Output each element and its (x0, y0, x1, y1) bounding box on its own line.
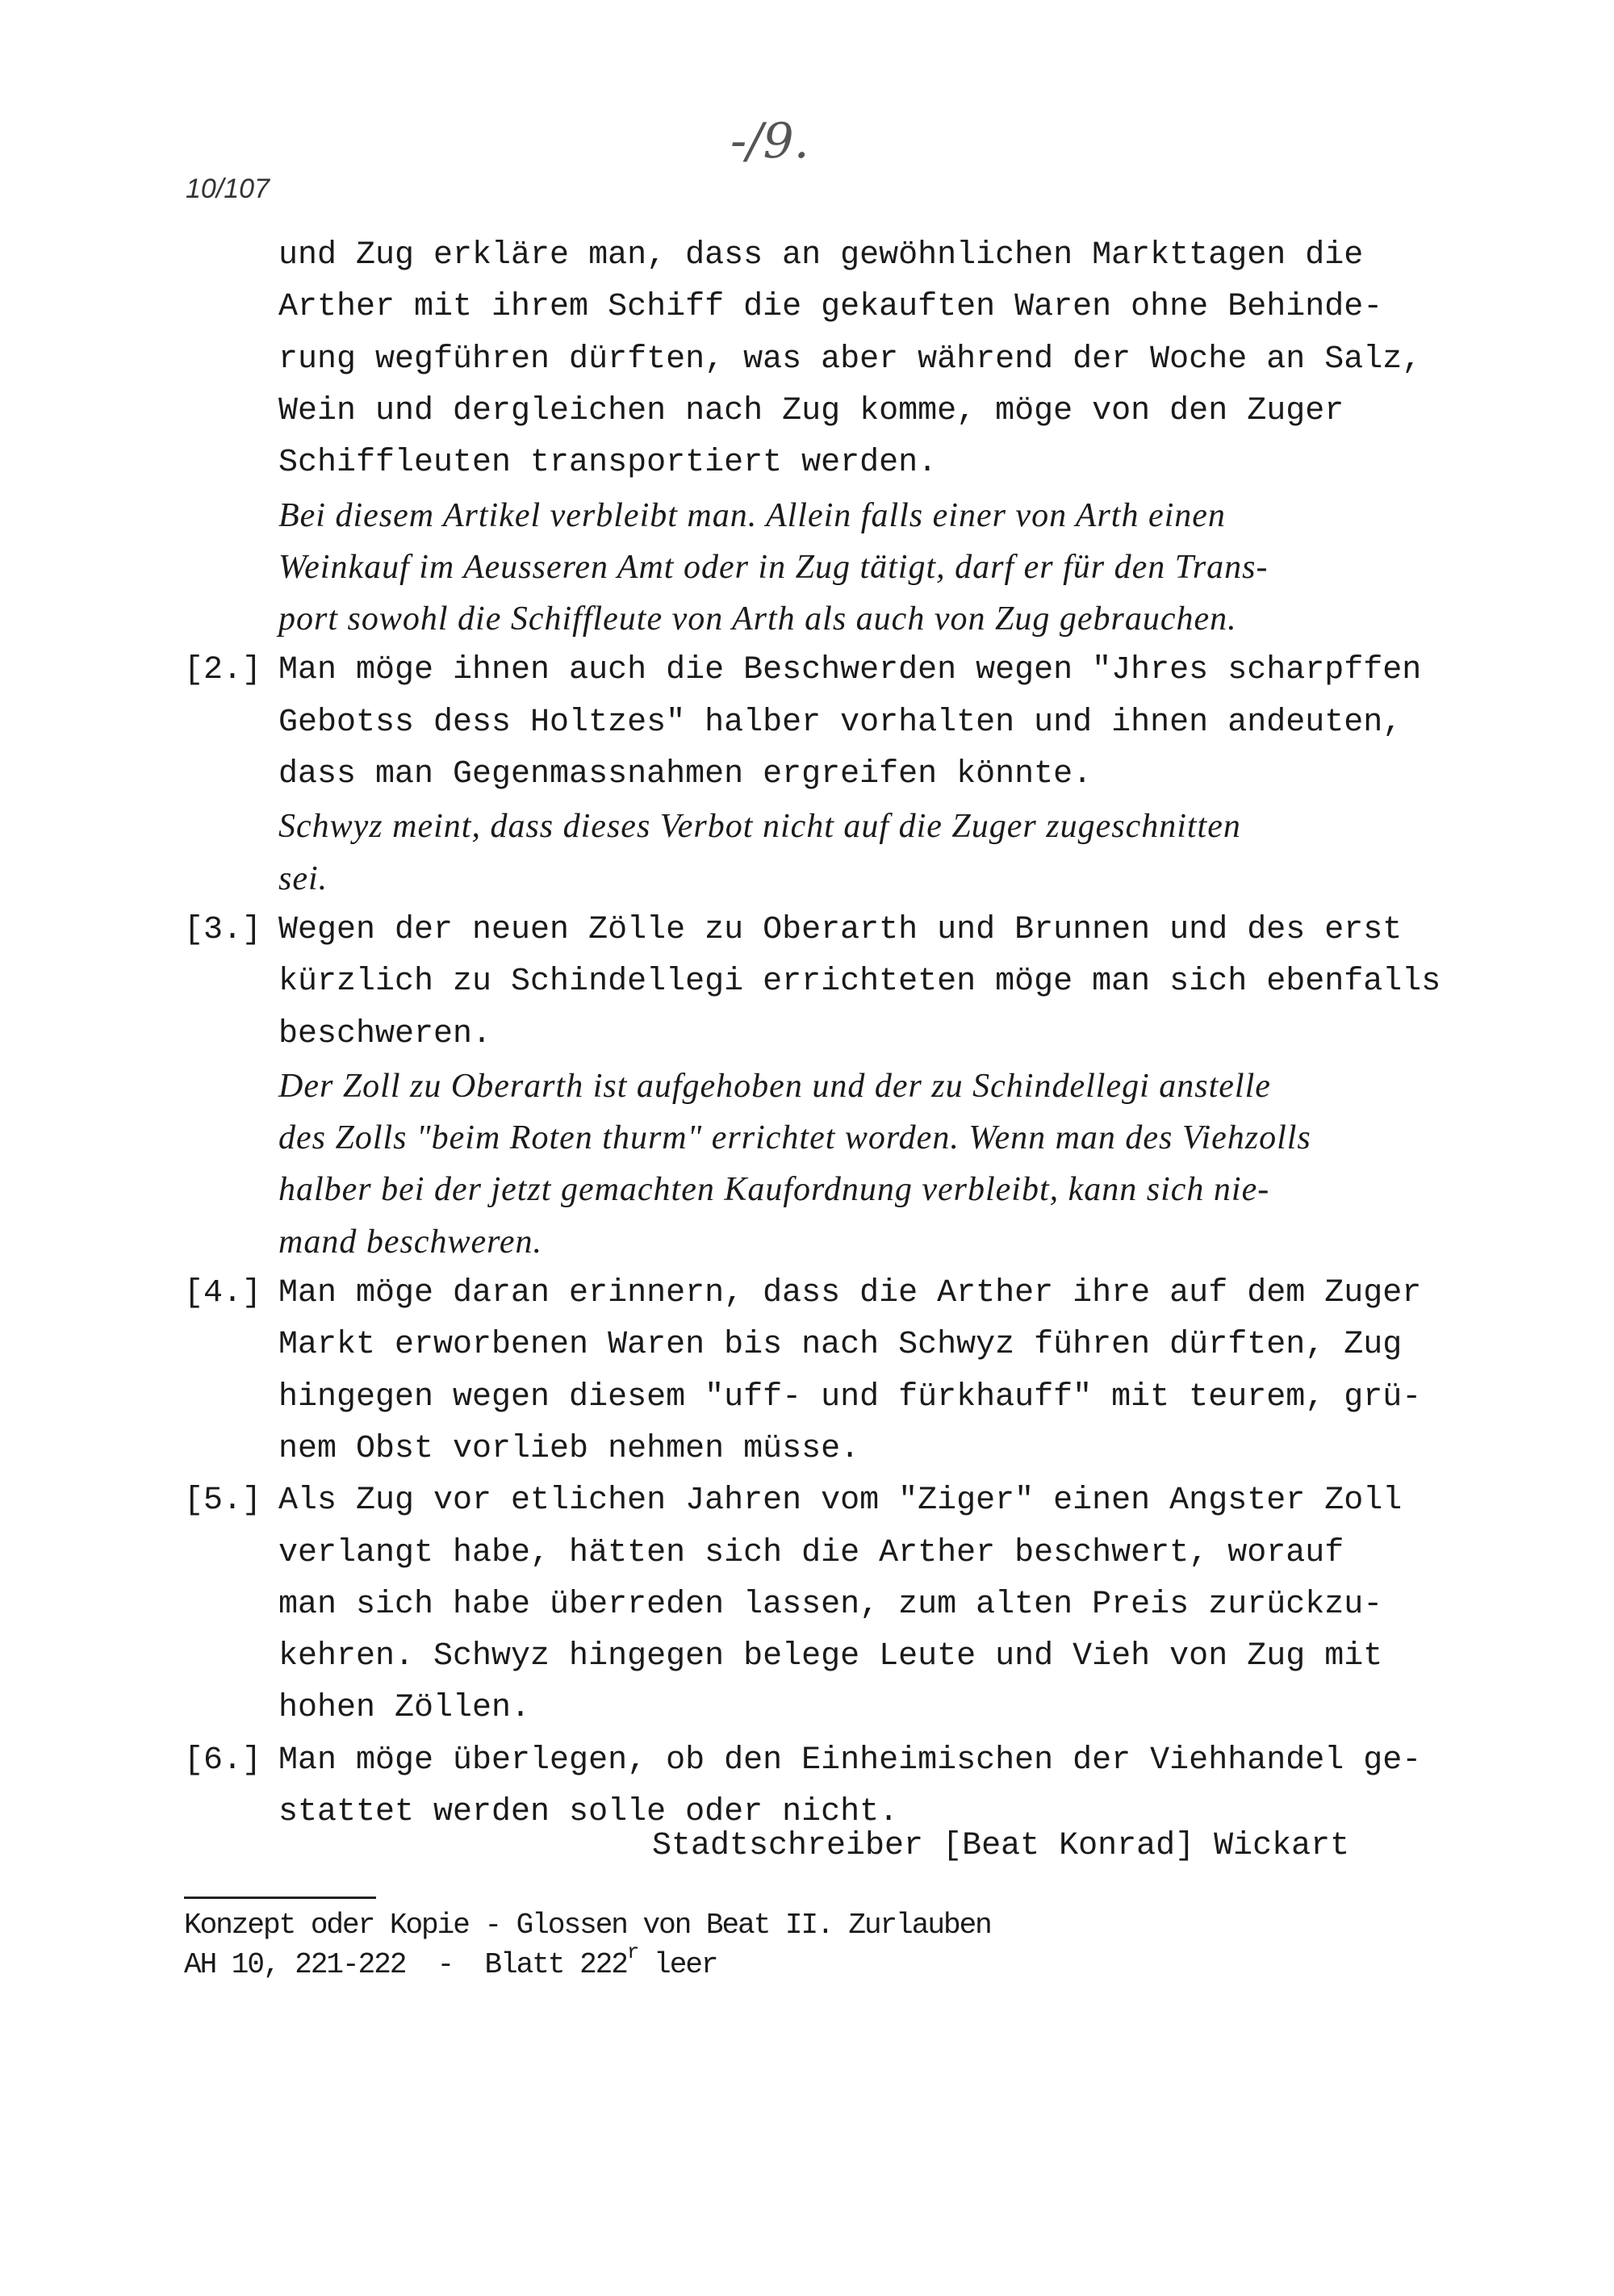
footnote-source: AH 10, 221-222 - Blatt 222 (184, 1948, 627, 1981)
text-line: Man möge überlegen, ob den Einheimischen der Viehhandel ge- (278, 1742, 1422, 1779)
footnote-line-2 (184, 1940, 717, 1981)
gloss-line: Schwyz meint, dass dieses Verbot nicht auf die Zuger zugeschnitten (278, 808, 1241, 846)
text-line: kehren. Schwyz hingegen belege Leute und Vieh von Zug mit (278, 1638, 1383, 1675)
gloss-line: Der Zoll zu Oberarth ist aufgehoben und der zu Schindellegi anstelle (278, 1067, 1271, 1105)
gloss-line: port sowohl die Schiffleute von Arth als auch von Zug gebrauchen. (278, 600, 1237, 638)
text-line: Als Zug vor etlichen Jahren vom "Ziger" einen Angster Zoll (278, 1483, 1403, 1520)
text-line: Man möge ihnen auch die Beschwerden wegen "Jhres scharpffen (278, 652, 1422, 689)
text-line: rung wegführen dürften, was aber während der Woche an Salz, (278, 341, 1422, 378)
text-line: Wegen der neuen Zölle zu Oberarth und Brunnen und des erst (278, 911, 1403, 948)
text-line: Gebotss dess Holtzes" halber vorhalten und ihnen andeuten, (278, 704, 1403, 741)
gloss-line: halber bei der jetzt gemachten Kaufordnung verbleibt, kann sich nie- (278, 1171, 1270, 1209)
footnote-line-1: Konzept oder Kopie - Glossen von Beat II. Zurlauben (184, 1909, 991, 1942)
paragraph-number: [6.] (184, 1742, 262, 1779)
gloss-line: Bei diesem Artikel verbleibt man. Allein falls einer von Arth einen (278, 496, 1226, 534)
gloss-line: des Zolls "beim Roten thurm" errichtet worden. Wenn man des Viehzolls (278, 1119, 1311, 1157)
paragraph-number: [2.] (184, 652, 262, 689)
paragraph-number: [3.] (184, 911, 262, 948)
text-line: Wein und dergleichen nach Zug komme, möge von den Zuger (278, 392, 1344, 429)
text-line: man sich habe überreden lassen, zum alten Preis zurückzu- (278, 1586, 1383, 1623)
page-reference: 10/107 (186, 174, 270, 204)
text-line: kürzlich zu Schindellegi errichteten möge man sich ebenfalls (278, 964, 1441, 1001)
text-line: und Zug erkläre man, dass an gewöhnlichen Markttagen die (278, 237, 1364, 274)
handwritten-folio-mark: -/9. (730, 113, 809, 169)
gloss-line: Weinkauf im Aeusseren Amt oder in Zug tätigt, darf er für den Trans- (278, 548, 1269, 586)
footnote-superscript: r (626, 1940, 638, 1964)
text-line: stattet werden solle oder nicht. (278, 1794, 899, 1830)
footnote-divider (184, 1897, 376, 1899)
text-line: nem Obst vorlieb nehmen müsse. (278, 1430, 860, 1467)
gloss-line: sei. (278, 859, 328, 897)
gloss-line: mand beschweren. (278, 1223, 543, 1261)
text-line: hingegen wegen diesem "uff- und fürkhauff" mit teurem, grü- (278, 1378, 1422, 1416)
text-line: hohen Zöllen. (278, 1690, 531, 1727)
footnote-tail: leer (638, 1948, 717, 1981)
text-line: Schiffleuten transportiert werden. (278, 445, 938, 482)
signature-line: Stadtschreiber [Beat Konrad] Wickart (652, 1828, 1350, 1864)
text-line: dass man Gegenmassnahmen ergreifen könnte. (278, 756, 1093, 793)
paragraph-number: [5.] (184, 1483, 262, 1520)
paragraph-number: [4.] (184, 1275, 262, 1311)
text-line: beschweren. (278, 1015, 492, 1052)
text-line: Markt erworbenen Waren bis nach Schwyz führen dürften, Zug (278, 1327, 1403, 1364)
text-line: Arther mit ihrem Schiff die gekauften Waren ohne Behinde- (278, 289, 1383, 326)
text-line: Man möge daran erinnern, dass die Arther ihre auf dem Zuger (278, 1275, 1422, 1311)
text-line: verlangt habe, hätten sich die Arther beschwert, worauf (278, 1534, 1344, 1571)
